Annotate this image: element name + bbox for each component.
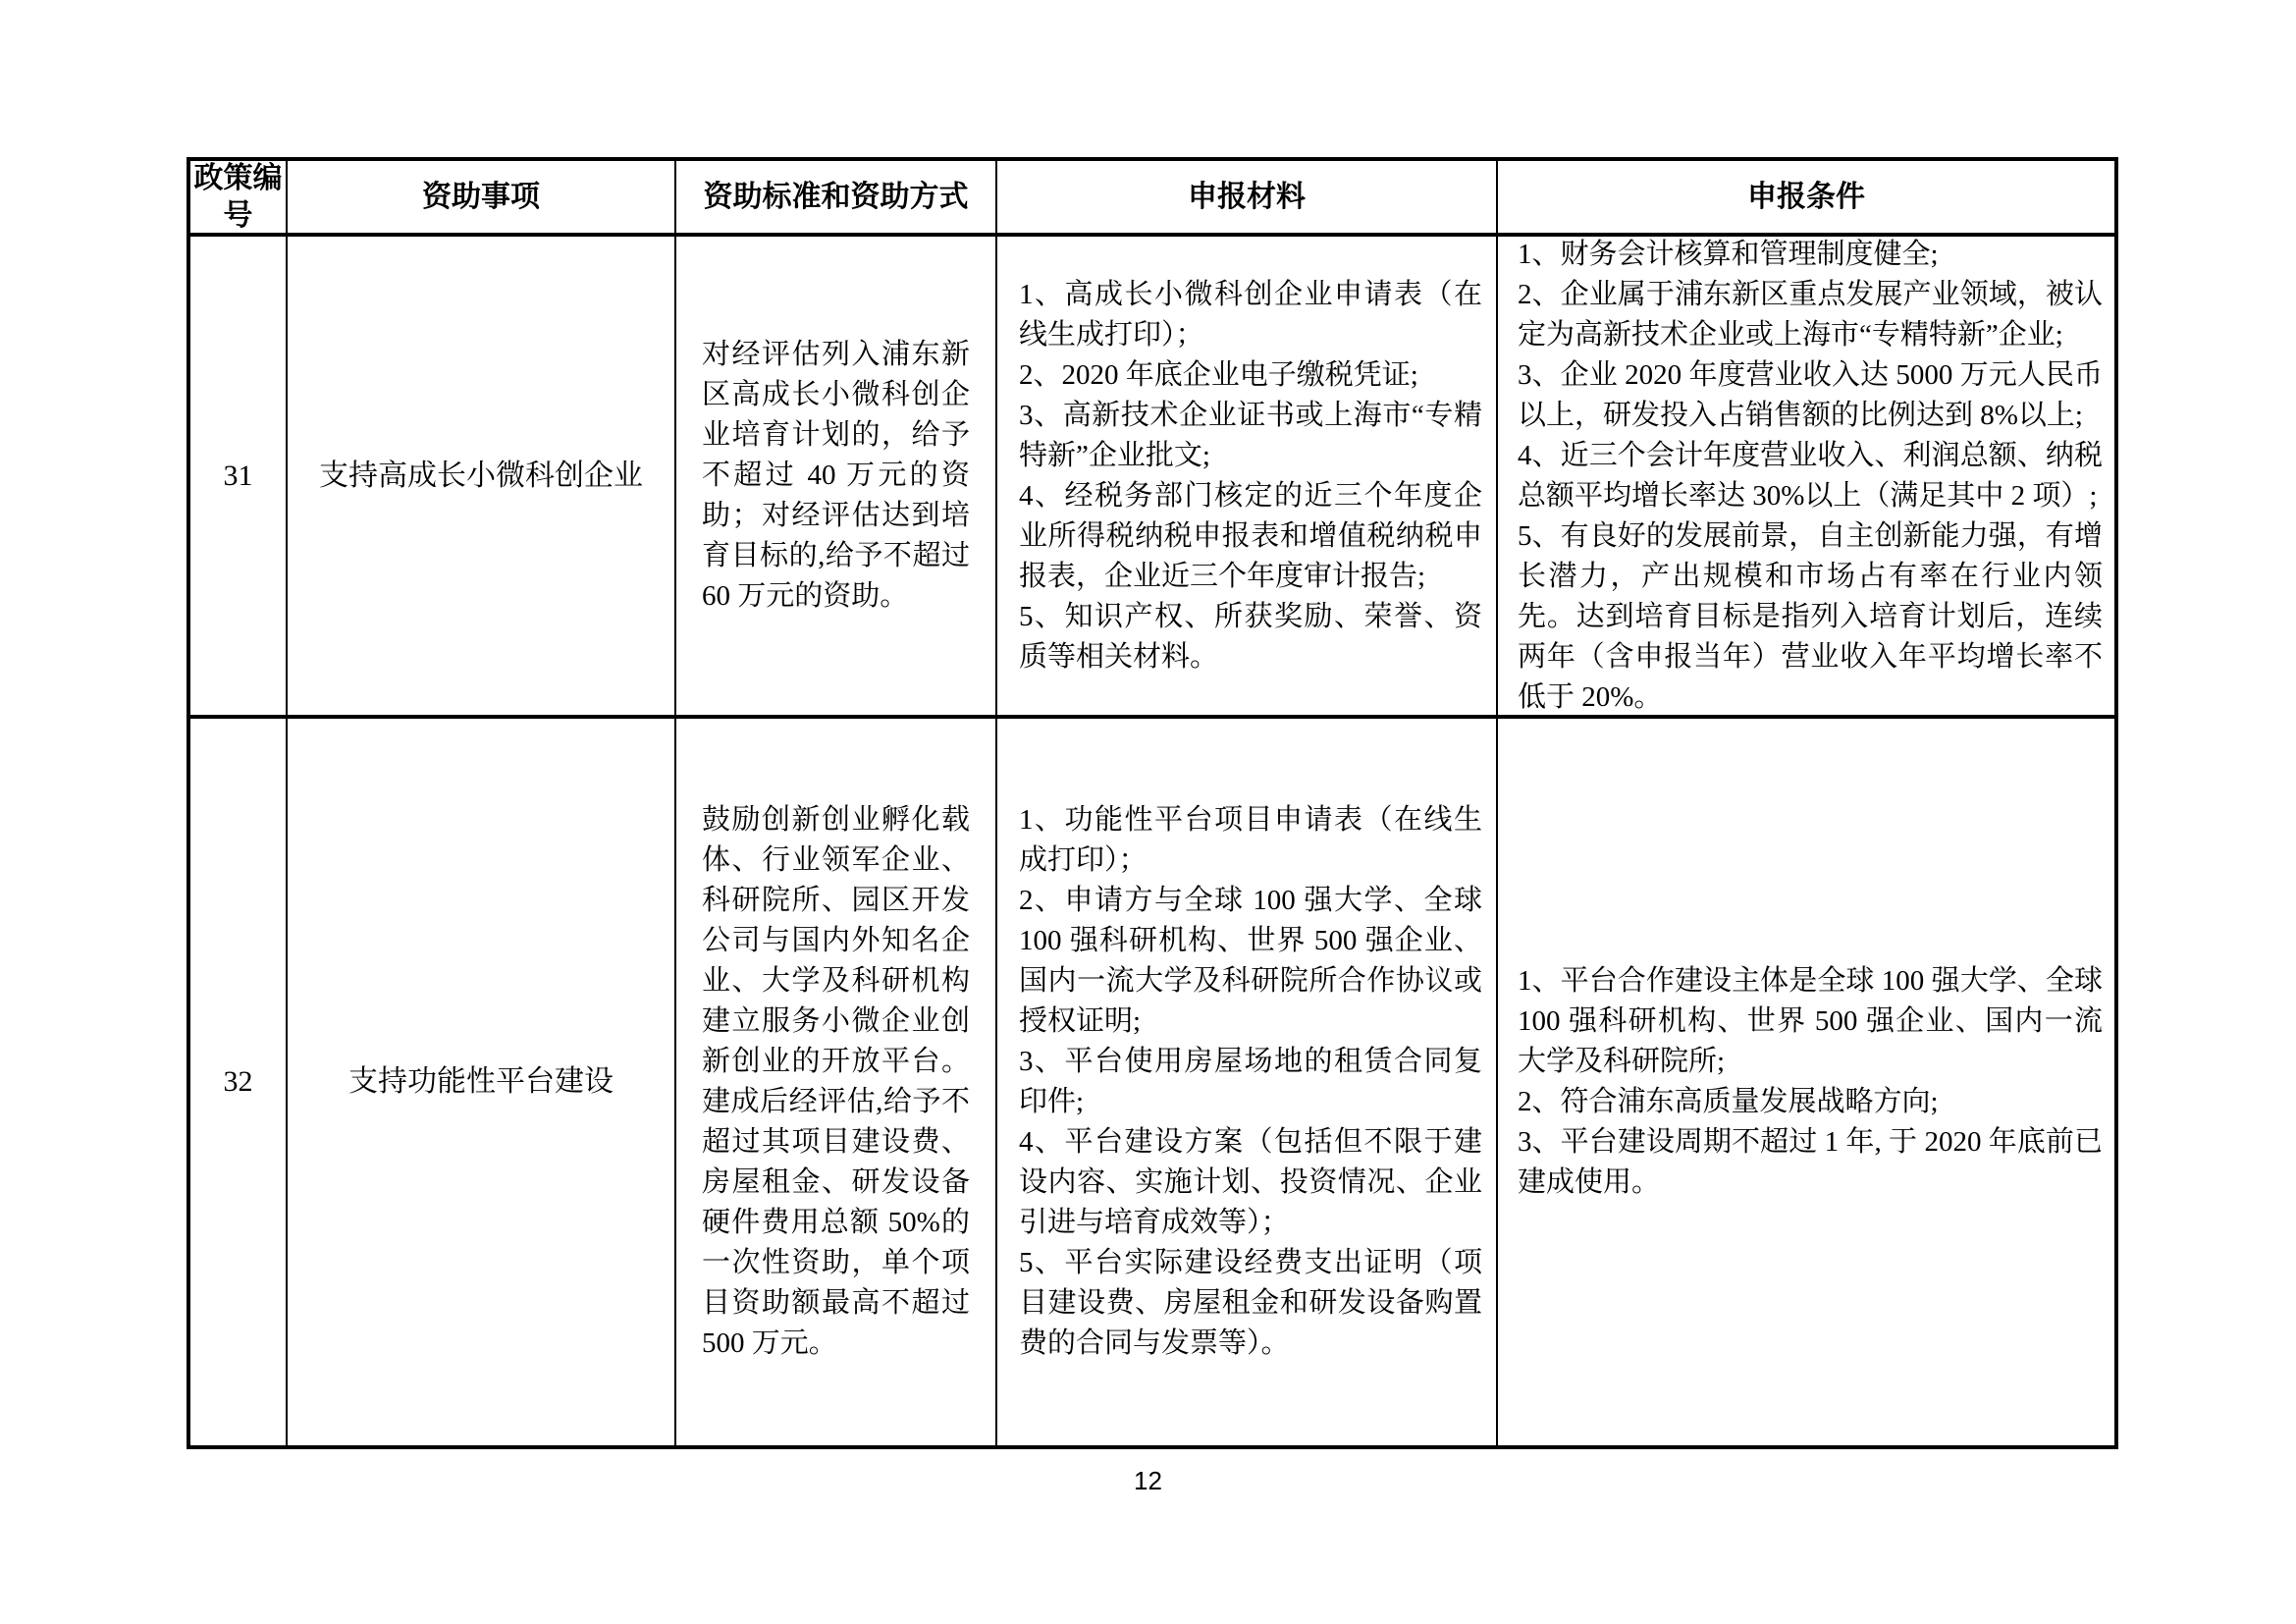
list-item: 1、高成长小微科创企业申请表（在线生成打印）； <box>1019 278 1482 351</box>
header-funding-item: 资助事项 <box>288 161 676 237</box>
header-application-conditions: 申报条件 <box>1498 161 2114 237</box>
row-32-application-conditions <box>1498 719 2114 1445</box>
row-31-funding-standard: 对经评估列入浦东新区高成长小微科创企业培育计划的，给予不超过 40 万元的资助；对经评估达到培育目标的,给予不超过 60 万元的资助。 <box>676 237 997 719</box>
list-item: 5、知识产权、所获奖励、荣誉、资质等相关材料。 <box>1019 600 1482 673</box>
list-item: 2、申请方与全球 100 强大学、全球 100 强科研机构、世界 500 强企业、国内一流大学及科研院所合作协议或授权证明; <box>1019 885 1482 1037</box>
list-item: 5、平台实际建设经费支出证明（项目建设费、房屋租金和研发设备购置费的合同与发票等）。 <box>1019 1247 1482 1359</box>
header-application-materials: 申报材料 <box>997 161 1498 237</box>
header-funding-standard: 资助标准和资助方式 <box>676 161 997 237</box>
list-item: 4、近三个会计年度营业收入、利润总额、纳税总额平均增长率达 30%以上（满足其中 2 项）; <box>1518 439 2103 512</box>
row-32-funding-standard: 鼓励创新创业孵化载体、行业领军企业、科研院所、园区开发公司与国内外知名企业、大学及科研机构建立服务小微企业创新创业的开放平台。建成后经评估,给予不超过其项目建设费、房屋租金、研发设备硬件费用总额 50%的一次性资助，单个项目资助额最高不超过 500 万元。 <box>676 719 997 1445</box>
header-policy-no: 政策编号 <box>190 161 288 237</box>
list-item: 3、平台使用房屋场地的租赁合同复印件; <box>1019 1046 1482 1117</box>
list-item: 4、经税务部门核定的近三个年度企业所得税纳税申报表和增值税纳税申报表，企业近三个年度审计报告; <box>1019 479 1482 592</box>
list-item: 2、2020 年底企业电子缴税凭证; <box>1019 358 1418 391</box>
list-item: 3、企业 2020 年度营业收入达 5000 万元人民币以上，研发投入占销售额的比例达到 8%以上; <box>1518 358 2103 431</box>
row-32-policy-no: 32 <box>190 719 288 1445</box>
row-31-policy-no: 31 <box>190 237 288 719</box>
row-32-funding-item: 支持功能性平台建设 <box>288 719 676 1445</box>
row-31-application-conditions <box>1498 237 2114 719</box>
list-item: 5、有良好的发展前景，自主创新能力强，有增长潜力，产出规模和市场占有率在行业内领先。达到培育目标是指列入培育计划后，连续两年（含申报当年）营业收入年平均增长率不低于 20%。 <box>1518 519 2103 713</box>
row-31-application-materials <box>997 237 1498 719</box>
list-item: 3、高新技术企业证书或上海市“专精特新”企业批文; <box>1019 399 1482 471</box>
list-item: 2、符合浦东高质量发展战略方向; <box>1518 1086 1939 1117</box>
list-item: 1、平台合作建设主体是全球 100 强大学、全球 100 强科研机构、世界 500 强企业、国内一流大学及科研院所; <box>1518 965 2103 1077</box>
list-item: 1、财务会计核算和管理制度健全; <box>1518 238 1939 270</box>
list-item: 3、平台建设周期不超过 1 年, 于 2020 年底前已建成使用。 <box>1518 1126 2103 1198</box>
list-item: 1、功能性平台项目申请表（在线生成打印）； <box>1019 804 1482 876</box>
row-31-funding-item: 支持高成长小微科创企业 <box>288 237 676 719</box>
row-32-application-materials <box>997 719 1498 1445</box>
list-item: 2、企业属于浦东新区重点发展产业领域，被认定为高新技术企业或上海市“专精特新”企业; <box>1518 278 2103 351</box>
page-number: 12 <box>1134 1466 1162 1495</box>
list-item: 4、平台建设方案（包括但不限于建设内容、实施计划、投资情况、企业引进与培育成效等）； <box>1019 1126 1482 1238</box>
policy-table <box>187 157 2118 1449</box>
